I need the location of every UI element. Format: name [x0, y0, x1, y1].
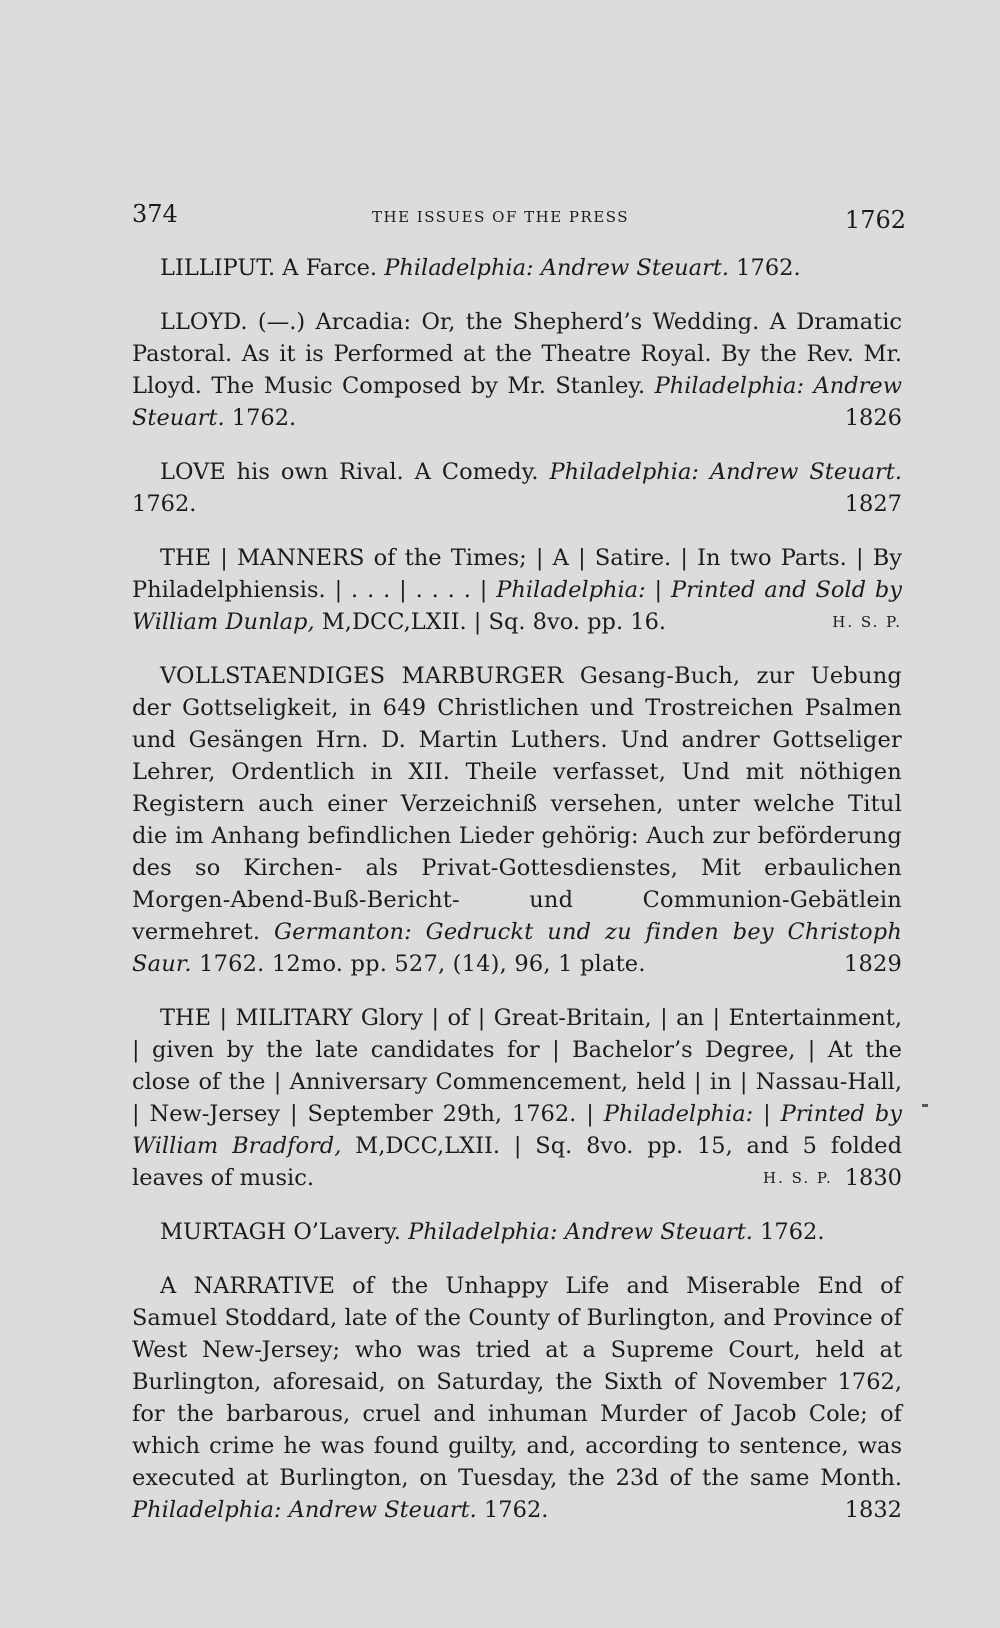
entry-murtagh — [132, 1216, 902, 1248]
entry-text: THE | MILITARY Glory | of | Great-Britain, | an | Entertainment, | given by the late candidates for | Bachelor’s Degree, | At the close of the | Anniversary Commencement, held | in | Nassau-Hall, | New-Jersey | September 29th, 1762. | — [132, 1005, 902, 1127]
entry-location: H. S. P. — [763, 1169, 833, 1187]
entry-imprint: Philadelphia: | Printed by William Bradford, — [132, 1101, 902, 1159]
entry-imprint: Philadelphia: Andrew Steuart. — [132, 1497, 477, 1523]
entry-text: LOVE his own Rival. A Comedy. — [160, 459, 550, 485]
entry-marburger — [132, 660, 902, 980]
entry-number: 1827 — [844, 491, 902, 517]
entry-number: 1829 — [843, 951, 902, 977]
entry-number: 1826 — [844, 405, 902, 431]
entry-number: 1832 — [844, 1497, 902, 1523]
entry-imprint: Philadelphia: Andrew Steuart. — [132, 373, 902, 431]
entry-tail: 1762. — [752, 1219, 825, 1245]
entry-love-rival — [132, 456, 902, 520]
entry-tail: M,DCC,LXII. | Sq. 8vo. pp. 15, and 5 folded leaves of music. — [132, 1133, 902, 1191]
entry-tail: 1762. — [729, 255, 801, 281]
entry-imprint: Philadelphia: | Printed and Sold by William Dunlap, — [132, 577, 902, 635]
entry-tail: 1762. — [224, 405, 297, 431]
entry-text: THE | MANNERS of the Times; | A | Satire. | In two Parts. | By Philadelphiensis. | . . . | . . . . | — [132, 545, 902, 603]
entry-military-glory — [132, 1002, 902, 1194]
entry-lilliput — [132, 252, 902, 284]
entry-location: H. S. P. — [832, 613, 902, 631]
running-head — [132, 200, 906, 240]
entry-tail: 1762. 12mo. pp. 527, (14), 96, 1 plate. — [191, 951, 646, 977]
running-year: 1762 — [844, 206, 906, 234]
entry-imprint: Germanton: Gedruckt und zu finden bey Christoph Saur. — [132, 919, 903, 977]
page-number: 374 — [132, 200, 178, 228]
margin-mark — [922, 1104, 928, 1107]
entry-text: MURTAGH O’Lavery. — [160, 1219, 409, 1245]
entry-narrative — [132, 1270, 902, 1526]
entry-imprint: Philadelphia: Andrew Steuart. — [408, 1219, 753, 1245]
entry-tail: 1762. — [476, 1497, 549, 1523]
entry-number: 1830 — [844, 1165, 902, 1191]
entry-imprint: Philadelphia: Andrew Steuart. — [549, 459, 902, 485]
bibliography-entries — [132, 252, 902, 1548]
entry-text: LLOYD. (—.) Arcadia: Or, the Shepherd’s Wedding. A Dramatic Pastoral. As it is Performed at the Theatre Royal. By the Rev. Mr. Lloyd. The Music Composed by Mr. Stanley. — [132, 309, 902, 399]
entry-text: A NARRATIVE of the Unhappy Life and Miserable End of Samuel Stoddard, late of the County of Burlington, and Province of West New-Jersey; who was tried at a Supreme Court, held at Burlington, aforesaid, on Saturday, the Sixth of November 1762, for the barbarous, cruel and inhuman Murder of Jacob Cole; of which crime he was found guilty, and, according to sentence, was executed at Burlington, on Tuesday, the 23d of the same Month. — [132, 1273, 902, 1491]
entry-tail: 1762. — [132, 491, 197, 517]
running-title: THE ISSUES OF THE PRESS — [372, 208, 630, 226]
entry-manners — [132, 542, 902, 638]
entry-text: LILLIPUT. A Farce. — [160, 255, 385, 281]
entry-tail: M,DCC,LXII. | Sq. 8vo. pp. 16. — [314, 609, 667, 635]
entry-lloyd — [132, 306, 902, 434]
entry-imprint: Philadelphia: Andrew Steuart. — [384, 255, 730, 281]
entry-text: VOLLSTAENDIGES MARBURGER Gesang-Buch, zur Uebung der Gottseligkeit, in 649 Christlichen und Trostreichen Psalmen und Gesängen Hrn. D. Martin Luthers. Und andrer Gottseliger Lehrer, Ordentlich in XII. Theile verfasset, Und mit nöthigen Registern auch einer Verzeichniß versehen, unter welche Titul die im Anhang befindlichen Lieder gehörig: Auch zur beförderung des so Kirchen- als Privat-Gottesdienstes, Mit erbaulichen Morgen-Abend-Buß-Bericht- und Communion-Gebätlein vermehret. — [132, 663, 902, 945]
